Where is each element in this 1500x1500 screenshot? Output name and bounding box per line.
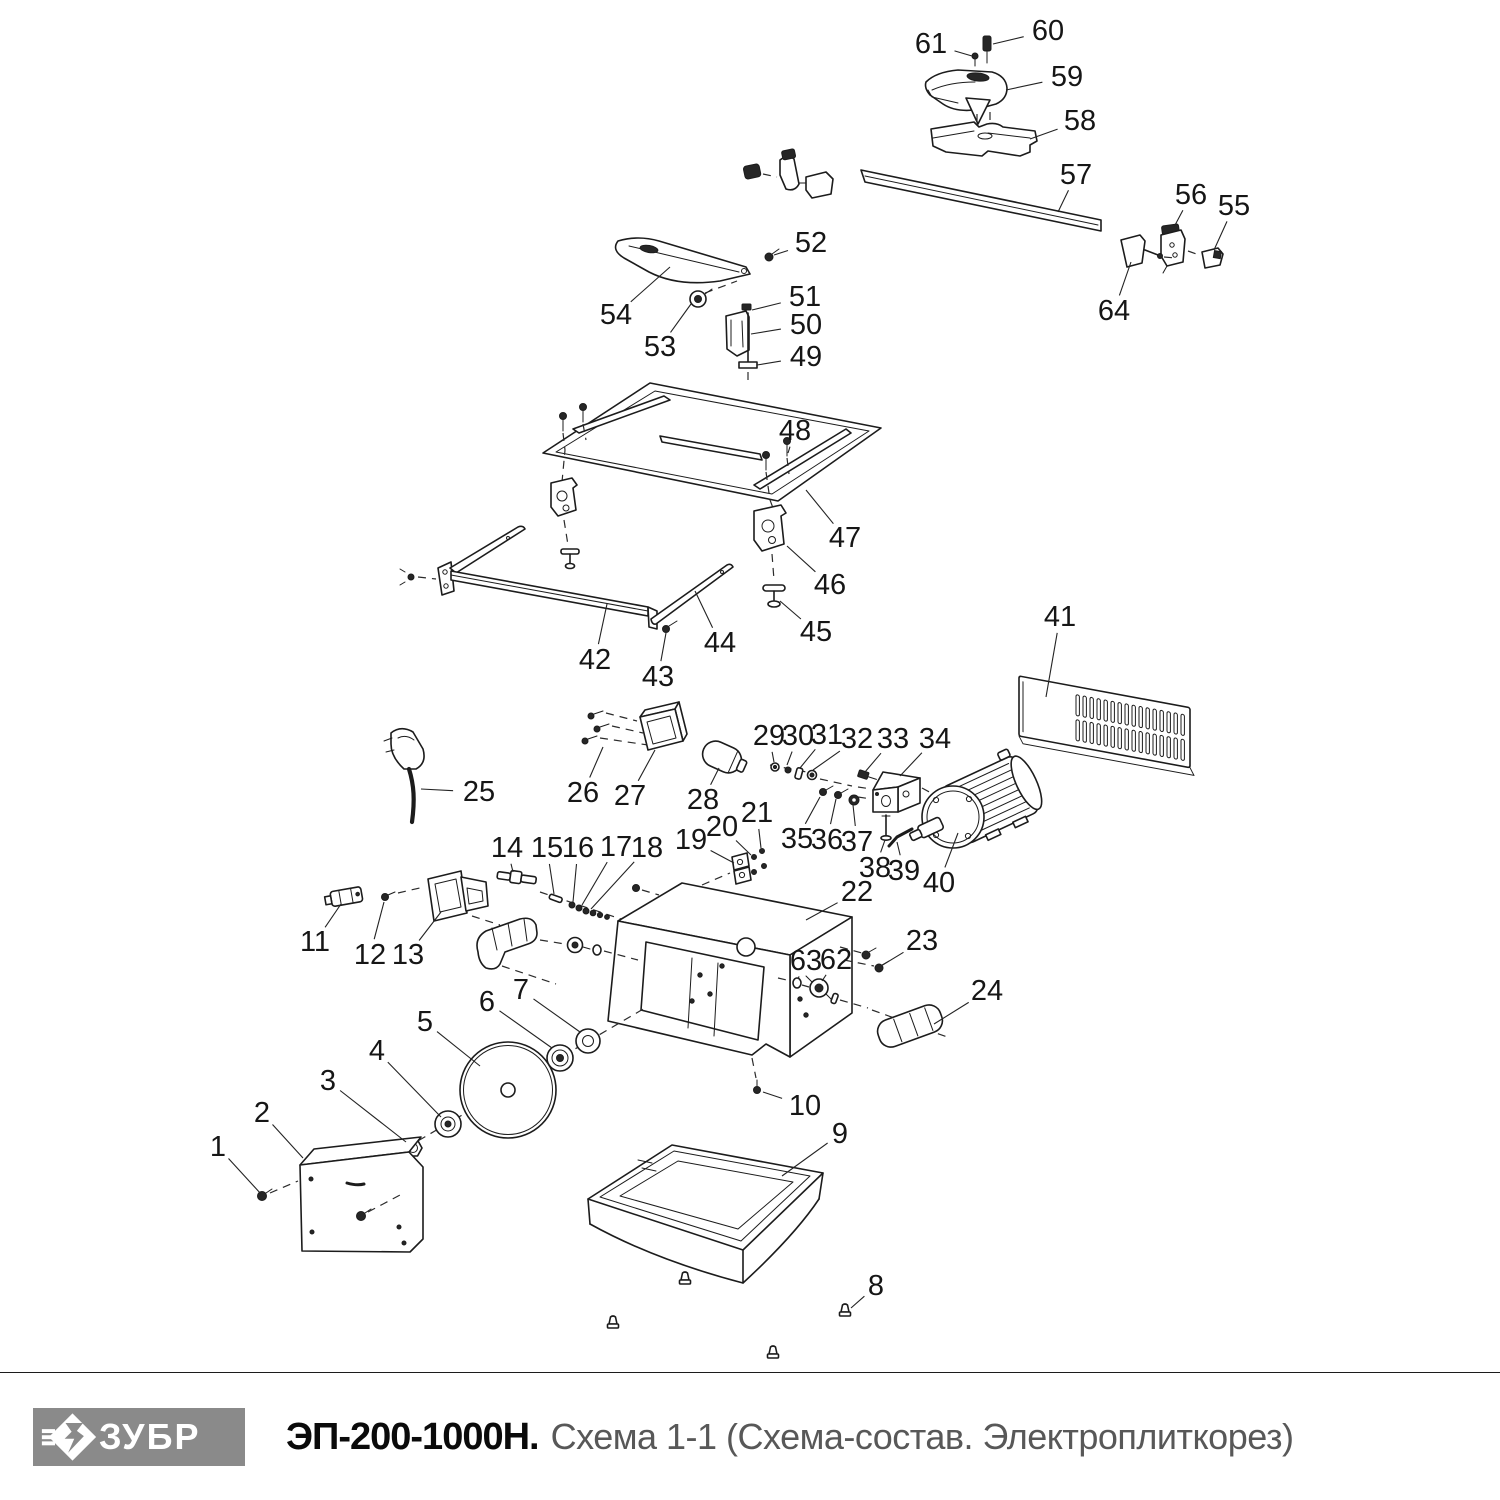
part-61-screw <box>972 53 978 66</box>
part-label-33: 33 <box>876 723 910 755</box>
part-number-callouts <box>210 15 1250 1308</box>
part-label-10: 10 <box>788 1090 822 1122</box>
part-label-43: 43 <box>641 661 675 693</box>
part-44-support-rod <box>651 564 733 624</box>
leader-line-26 <box>590 747 603 778</box>
leader-line-60 <box>993 37 1024 44</box>
leader-line-29 <box>772 752 774 762</box>
part-55-clip <box>1188 248 1223 268</box>
leader-line-31 <box>800 749 815 768</box>
part-label-62: 62 <box>819 944 853 976</box>
part-60-bolt <box>983 36 991 63</box>
leader-line-19 <box>711 851 734 864</box>
housing-screw <box>633 885 660 896</box>
part-label-29: 29 <box>752 720 786 752</box>
part-label-24: 24 <box>970 975 1004 1007</box>
leader-line-15 <box>549 864 554 894</box>
leader-line-57 <box>1058 190 1069 212</box>
part-label-53: 53 <box>643 331 677 363</box>
leader-line-23 <box>881 952 904 966</box>
leader-line-59 <box>1006 82 1042 90</box>
part-label-39: 39 <box>887 855 921 887</box>
part-label-38: 38 <box>858 852 892 884</box>
part-52-screw <box>765 249 779 261</box>
zubr-logo <box>33 1408 245 1466</box>
part-label-40: 40 <box>922 867 956 899</box>
leader-line-39 <box>897 842 900 855</box>
part-label-46: 46 <box>813 569 847 601</box>
part-24-handle <box>874 1002 946 1051</box>
parts-35-37-fasteners <box>820 786 860 805</box>
part-12-screw <box>382 887 425 901</box>
part-label-44: 44 <box>703 627 737 659</box>
part-40-motor <box>908 743 1051 849</box>
part-label-14: 14 <box>490 832 524 864</box>
part-label-60: 60 <box>1031 15 1065 47</box>
part-label-7: 7 <box>512 974 530 1006</box>
leader-line-20 <box>736 841 751 856</box>
part-label-2: 2 <box>253 1097 271 1129</box>
part-label-15: 15 <box>530 832 564 864</box>
scheme-caption: Схема 1-1 (Схема-состав. Электроплиткорез) <box>550 1416 1294 1457</box>
part-label-57: 57 <box>1059 159 1093 191</box>
leader-line-4 <box>388 1062 441 1117</box>
part-38-pin <box>881 815 891 840</box>
leader-line-61 <box>955 51 973 56</box>
part-58-guide-bar <box>931 122 1037 156</box>
part-label-19: 19 <box>674 824 708 856</box>
part-label-3: 3 <box>319 1065 337 1097</box>
part-label-16: 16 <box>561 832 595 864</box>
part-label-25: 25 <box>462 776 496 808</box>
leader-line-51 <box>752 303 781 310</box>
part-label-11: 11 <box>299 926 331 958</box>
leader-line-34 <box>900 753 922 776</box>
leader-line-38 <box>881 840 885 852</box>
part-label-18: 18 <box>630 832 664 864</box>
schematic-title <box>286 1408 1293 1466</box>
part-54-blade-guard <box>616 238 750 293</box>
part-label-42: 42 <box>578 644 612 676</box>
model-number: ЭП-200-1000Н. <box>286 1415 539 1458</box>
leader-line-5 <box>437 1032 480 1066</box>
leader-line-44 <box>695 591 713 628</box>
part-label-8: 8 <box>867 1270 885 1302</box>
leader-line-11 <box>325 904 341 927</box>
part-label-31: 31 <box>810 719 844 751</box>
part-39-hex-wrench <box>889 829 912 846</box>
leader-line-37 <box>853 805 855 826</box>
part-11-component <box>324 887 363 908</box>
leader-line-17 <box>582 862 607 905</box>
leader-line-45 <box>780 601 801 619</box>
leader-line-33 <box>865 753 881 772</box>
part-label-26: 26 <box>566 777 600 809</box>
leader-line-3 <box>340 1091 406 1143</box>
part-label-50: 50 <box>789 309 823 341</box>
part-label-9: 9 <box>831 1118 849 1150</box>
leader-line-8 <box>851 1296 864 1308</box>
part-8-rubber-feet <box>608 1272 851 1358</box>
leader-line-16 <box>573 864 577 902</box>
part-label-59: 59 <box>1050 61 1084 93</box>
leader-line-53 <box>671 304 692 332</box>
part-label-12: 12 <box>353 939 387 971</box>
leader-line-42 <box>598 604 607 644</box>
leader-line-21 <box>759 829 761 848</box>
part-label-28: 28 <box>686 784 720 816</box>
part-28-capacitor <box>698 737 750 779</box>
fence-lock-cluster <box>743 149 833 198</box>
part-label-5: 5 <box>416 1006 434 1038</box>
leader-line-2 <box>273 1125 304 1159</box>
part-43-screw <box>663 621 678 633</box>
part-label-32: 32 <box>840 723 874 755</box>
leader-line-30 <box>787 752 792 765</box>
part-label-37: 37 <box>840 826 874 858</box>
part-label-64: 64 <box>1097 295 1131 327</box>
part-label-27: 27 <box>613 780 647 812</box>
part-2-blade-cover <box>300 1137 423 1252</box>
part-53-knob <box>690 289 712 307</box>
part-label-47: 47 <box>828 522 862 554</box>
part-49-50-51-depth-stop <box>726 304 757 386</box>
part-label-30: 30 <box>781 720 815 752</box>
part-label-51: 51 <box>788 281 822 313</box>
leader-line-47 <box>806 490 833 524</box>
leader-line-28 <box>711 768 719 785</box>
footer <box>0 1373 1500 1500</box>
part-26-switch-screws <box>582 711 648 745</box>
leader-line-13 <box>419 912 441 941</box>
part-13-switch-block <box>428 871 500 925</box>
part-1-screw <box>258 1181 299 1201</box>
zubr-logo-text: ЗУБР <box>99 1416 201 1457</box>
leader-line-32 <box>813 751 840 770</box>
part-label-13: 13 <box>391 939 425 971</box>
part-14-shaft <box>497 869 537 886</box>
part-47-table-top <box>543 383 881 501</box>
parts-29-33-fasteners <box>770 763 878 786</box>
part-9-water-tray <box>588 1145 823 1283</box>
part-label-48: 48 <box>778 415 812 447</box>
part-42-support-frame <box>400 526 657 629</box>
part-25-power-plug <box>384 729 424 822</box>
leader-line-27 <box>638 750 655 781</box>
part-label-45: 45 <box>799 616 833 648</box>
part-label-61: 61 <box>914 28 948 60</box>
leader-line-50 <box>751 329 781 334</box>
leader-line-18 <box>591 862 634 909</box>
part-56-clamp-bracket <box>1161 224 1185 273</box>
part-label-23: 23 <box>905 925 939 957</box>
leader-line-25 <box>421 789 453 791</box>
leader-line-43 <box>661 633 666 661</box>
leader-line-46 <box>787 546 815 572</box>
part-10-screw <box>754 1080 761 1094</box>
part-label-56: 56 <box>1174 179 1208 211</box>
part-label-4: 4 <box>368 1035 386 1067</box>
part-label-20: 20 <box>705 811 739 843</box>
leader-line-7 <box>534 999 581 1032</box>
part-label-52: 52 <box>794 227 828 259</box>
leader-line-55 <box>1214 221 1227 250</box>
part-label-22: 22 <box>840 876 874 908</box>
part-label-21: 21 <box>740 797 774 829</box>
part-27-power-switch <box>640 702 687 750</box>
part-label-41: 41 <box>1043 601 1077 633</box>
leader-line-10 <box>763 1092 782 1098</box>
parts-19-21-hinge <box>702 849 767 886</box>
leader-line-12 <box>374 902 384 939</box>
leader-line-1 <box>229 1159 262 1195</box>
leader-line-64 <box>1119 262 1131 295</box>
part-label-55: 55 <box>1217 190 1251 222</box>
part-label-54: 54 <box>599 299 633 331</box>
leader-line-36 <box>831 799 837 824</box>
part-label-35: 35 <box>780 823 814 855</box>
leader-line-35 <box>805 797 820 824</box>
part-41-vent-grille <box>1019 676 1194 775</box>
part-label-36: 36 <box>810 824 844 856</box>
leader-line-49 <box>757 361 781 365</box>
part-label-6: 6 <box>478 986 496 1018</box>
part-label-1: 1 <box>209 1131 227 1163</box>
part-label-17: 17 <box>599 831 633 863</box>
part-label-58: 58 <box>1063 105 1097 137</box>
part-label-49: 49 <box>789 341 823 373</box>
part-label-34: 34 <box>918 723 952 755</box>
zubr-logo-icon <box>41 1412 97 1462</box>
part-label-63: 63 <box>789 945 823 977</box>
